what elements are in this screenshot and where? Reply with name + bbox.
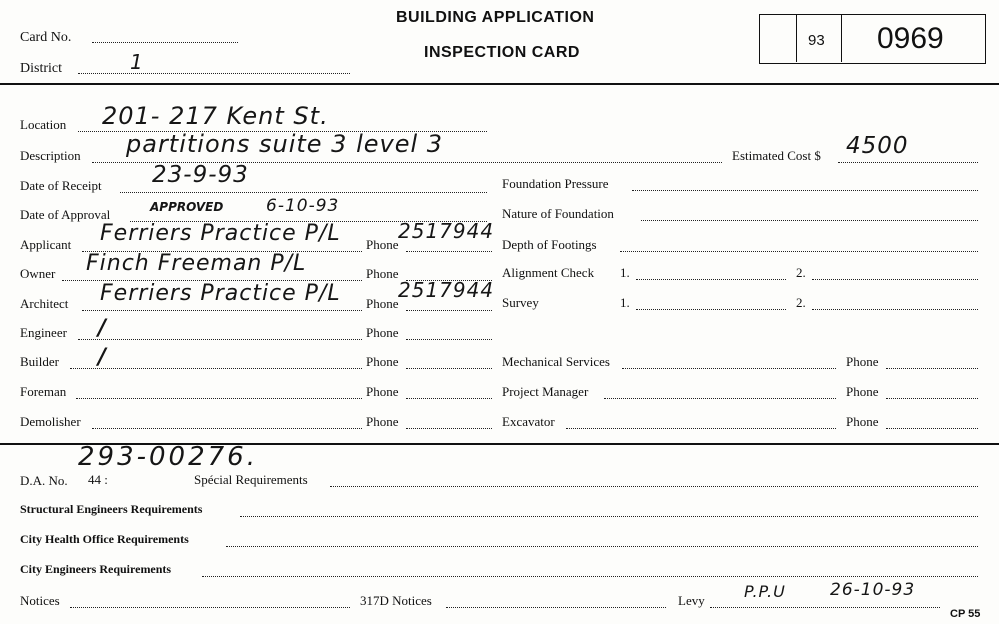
excavator-phone-line — [886, 428, 978, 429]
mechanical-phone-label: Phone — [846, 354, 879, 369]
year-code: 93 — [808, 32, 825, 49]
architect-phone-line — [406, 310, 492, 311]
special-line — [330, 486, 978, 487]
card-number: 0969 — [877, 22, 944, 55]
district-label: District — [20, 61, 62, 76]
da-label: D.A. No. — [20, 473, 68, 488]
applicant-phone-line — [406, 251, 492, 252]
foreman-label: Foreman — [20, 384, 67, 399]
engineer-label: Engineer — [20, 325, 67, 340]
receipt-line — [120, 192, 487, 193]
alignment-line-2 — [812, 279, 978, 280]
alignment-line-1 — [636, 279, 786, 280]
applicant-value: Ferriers Practice P/L — [100, 221, 341, 246]
foreman-line — [76, 398, 362, 399]
form-title: BUILDING APPLICATION — [396, 9, 595, 26]
estimated-cost-line — [838, 162, 978, 163]
description-value: partitions suite 3 level 3 — [126, 130, 444, 158]
demolisher-phone-label: Phone — [366, 414, 399, 429]
approval-value: 6-10-93 — [266, 196, 340, 216]
project-manager-label: Project Manager — [502, 384, 589, 399]
applicant-phone-label: Phone — [366, 237, 399, 252]
form-subtitle: INSPECTION CARD — [424, 44, 580, 61]
alignment-check-label: Alignment Check — [502, 265, 595, 280]
levy-line — [710, 607, 940, 608]
applicant-label: Applicant — [20, 237, 72, 252]
builder-line — [70, 368, 362, 369]
header-rule — [0, 83, 999, 85]
demolisher-line — [92, 428, 362, 429]
nature-foundation-line — [641, 220, 978, 221]
levy-value: P.P.U — [744, 582, 786, 601]
alignment-num-1: 1. — [620, 265, 630, 280]
owner-value: Finch Freeman P/L — [86, 251, 307, 276]
approval-stamp: APPROVED — [150, 200, 224, 214]
depth-footings-line — [620, 251, 978, 252]
location-label: Location — [20, 117, 67, 132]
architect-line — [82, 310, 362, 311]
survey-label: Survey — [502, 295, 539, 310]
card-no-label: Card No. — [20, 30, 72, 45]
project-manager-line — [604, 398, 836, 399]
health-label: City Health Office Requirements — [20, 532, 189, 546]
survey-num-2: 2. — [796, 295, 806, 310]
survey-line-1 — [636, 309, 786, 310]
notices-line — [70, 607, 350, 608]
project-manager-phone-line — [886, 398, 978, 399]
demolisher-label: Demolisher — [20, 414, 81, 429]
location-value: 201- 217 Kent St. — [102, 102, 329, 130]
district-value: 1 — [130, 50, 144, 74]
foreman-phone-line — [406, 398, 492, 399]
card-number-divider-2 — [841, 14, 842, 62]
builder-phone-label: Phone — [366, 354, 399, 369]
receipt-label: Date of Receipt — [20, 178, 102, 193]
architect-phone: 2517944 — [398, 278, 495, 302]
engineer-line — [78, 339, 362, 340]
engineer-phone-label: Phone — [366, 325, 399, 340]
district-line — [78, 73, 350, 74]
notices-317d-label: 317D Notices — [360, 593, 432, 608]
survey-line-2 — [812, 309, 978, 310]
levy-date: 26-10-93 — [830, 580, 916, 600]
nature-foundation-label: Nature of Foundation — [502, 206, 614, 221]
excavator-label: Excavator — [502, 414, 555, 429]
demolisher-phone-line — [406, 428, 492, 429]
architect-phone-label: Phone — [366, 296, 399, 311]
structural-line — [240, 516, 978, 517]
depth-footings-label: Depth of Footings — [502, 237, 597, 252]
engineer-value: / — [98, 316, 108, 341]
excavator-phone-label: Phone — [846, 414, 879, 429]
project-manager-phone-label: Phone — [846, 384, 879, 399]
applicant-phone: 2517944 — [398, 219, 495, 243]
excavator-line — [566, 428, 836, 429]
builder-value: / — [98, 345, 108, 370]
engineer-phone-line — [406, 339, 492, 340]
mechanical-phone-line — [886, 368, 978, 369]
form-code: CP 55 — [950, 608, 981, 620]
description-label: Description — [20, 148, 81, 163]
builder-label: Builder — [20, 354, 59, 369]
structural-label: Structural Engineers Requirements — [20, 502, 203, 516]
engineers-line — [202, 576, 978, 577]
approval-label: Date of Approval — [20, 207, 111, 222]
notices-317d-line — [446, 607, 666, 608]
owner-phone-label: Phone — [366, 266, 399, 281]
notices-label: Notices — [20, 593, 60, 608]
foreman-phone-label: Phone — [366, 384, 399, 399]
engineers-label: City Engineers Requirements — [20, 562, 172, 576]
alignment-num-2: 2. — [796, 265, 806, 280]
mechanical-line — [622, 368, 836, 369]
builder-phone-line — [406, 368, 492, 369]
owner-label: Owner — [20, 266, 56, 281]
mechanical-label: Mechanical Services — [502, 354, 610, 369]
health-line — [226, 546, 978, 547]
card-no-line — [92, 42, 238, 43]
da-value: 44 : — [88, 472, 108, 487]
card-number-divider-1 — [796, 14, 797, 62]
estimated-cost-label: Estimated Cost $ — [732, 148, 821, 163]
foundation-pressure-label: Foundation Pressure — [502, 176, 609, 191]
architect-value: Ferriers Practice P/L — [100, 281, 341, 306]
da-handwritten: 293-00276. — [78, 442, 258, 472]
estimated-cost-value: 4500 — [846, 133, 909, 159]
card-number-box — [759, 14, 986, 64]
survey-num-1: 1. — [620, 295, 630, 310]
architect-label: Architect — [20, 296, 69, 311]
levy-label: Levy — [678, 593, 705, 608]
foundation-pressure-line — [632, 190, 978, 191]
special-label: Spécial Requirements — [194, 472, 308, 487]
receipt-value: 23-9-93 — [152, 162, 249, 188]
